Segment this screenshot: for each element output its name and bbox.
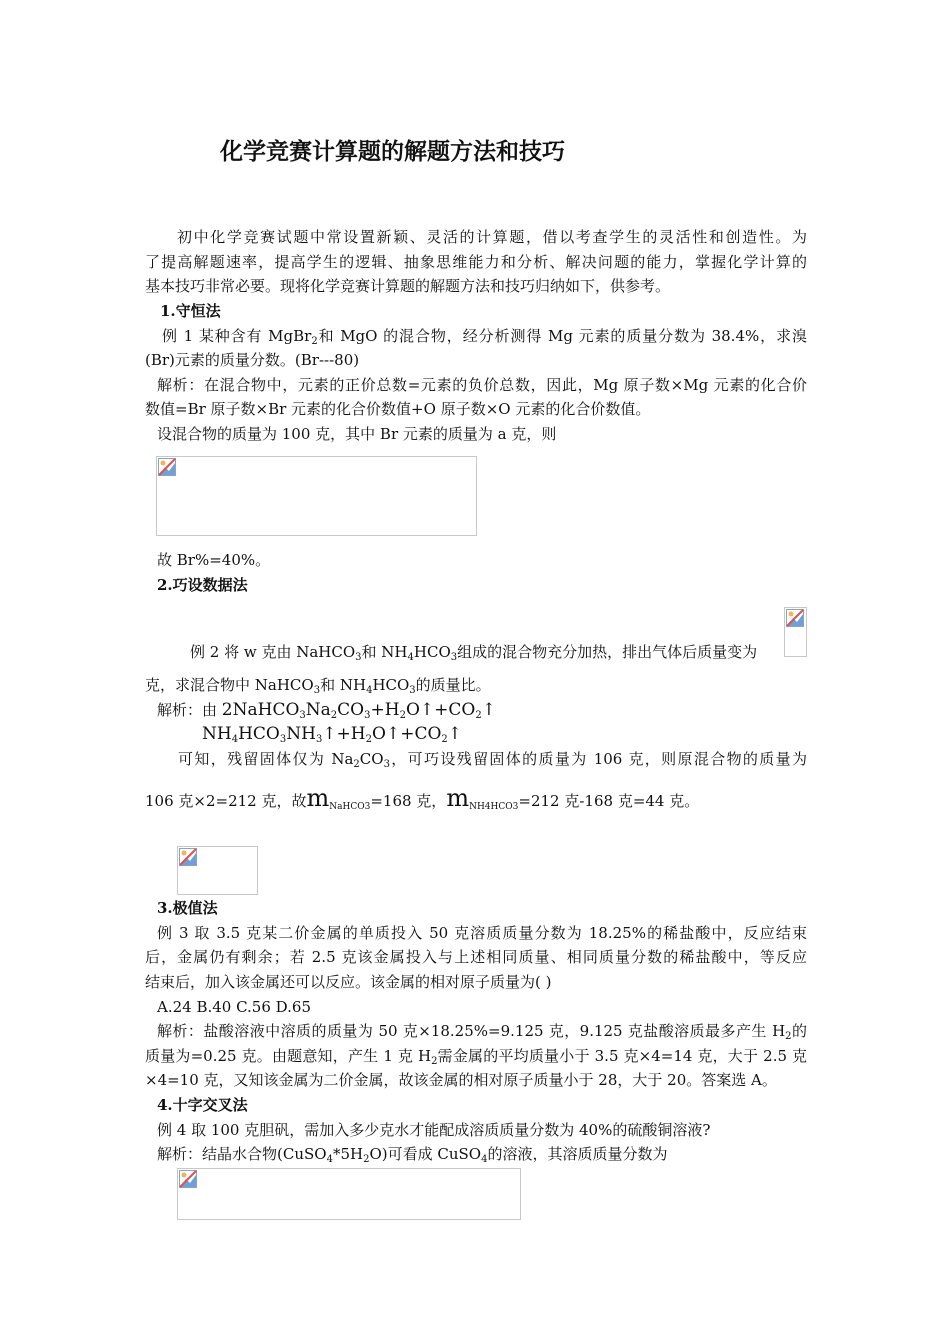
- intro-line-2: 了提高解题速率，提高学生的逻辑、抽象思维能力和分析、解决问题的能力，掌握化学计算的: [145, 253, 807, 271]
- broken-image-icon: [786, 609, 804, 627]
- broken-image-icon: [179, 1170, 197, 1188]
- intro-line-1: 初中化学竞赛试题中常设置新颖、灵活的计算题，借以考查学生的灵活性和创造性。为: [177, 228, 807, 246]
- analysis-2-eq-1: 解析：由 $2NaHCO_3Na_2CO_3+H_2O↑+CO_2↑$: [157, 700, 496, 721]
- analysis-2-know: 可知，残留固体仅为 $Na_2CO_3$，可巧设残留固体的质量为 106 克，则原混合物的质量为: [178, 750, 808, 770]
- example-1-line-2: (Br)元素的质量分数。(Br---80): [145, 351, 360, 369]
- analysis-2-eq-2: $NH_4HCO_3NH_3↑+H_2O↑+CO_2↑$: [202, 724, 463, 745]
- formula-image-3: [177, 846, 258, 895]
- analysis-1-line-1: 解析：在混合物中，元素的正价总数=元素的负价总数，因此，Mg 原子数×Mg 元素的化合价: [157, 376, 807, 394]
- analysis-1-line-2: 数值=Br 原子数×Br 元素的化合价数值+O 原子数×O 元素的化合价数值。: [145, 400, 651, 418]
- intro-line-3: 基本技巧非常必要。现将化学竞赛计算题的解题方法和技巧归纳如下，供参考。: [145, 277, 671, 295]
- example-3-line-2: 后，金属仍有剩余；若 2.5 克该金属投入与上述相同质量、相同质量分数的稀盐酸中，等反应: [145, 948, 807, 966]
- formula-image-4: [177, 1168, 521, 1220]
- example-2-line-1: 例 2 将 w 克由 NaHCO$_3$和 $NH_4HCO_3$组成的混合物充分加热，排出气体后质量变为: [190, 643, 758, 663]
- example-3-line-1: 例 3 取 3.5 克某二价金属的单质投入 50 克溶质质量分数为 18.25%的稀盐酸中，反应结束: [157, 924, 807, 942]
- analysis-3-line-1: 解析：盐酸溶液中溶质的质量为 50 克×18.25%=9.125 克，9.125 克盐酸溶质最多产生 $H_2$的: [157, 1022, 807, 1042]
- analysis-3-line-2: 质量为=0.25 克。由题意知，产生 1 克 $H_2$需金属的平均质量小于 3.5 克×4=14 克，大于 2.5 克: [145, 1047, 807, 1067]
- result-1: 故 Br%=40%。: [157, 551, 271, 569]
- example-2-line-2: 克，求混合物中 NaHCO$_3$和 $NH_4HCO_3$的质量比。: [145, 676, 491, 696]
- heading-cross-method: 4.十字交叉法: [157, 1096, 248, 1114]
- broken-image-icon: [179, 848, 197, 866]
- formula-image-1: [156, 456, 477, 536]
- analysis-4: 解析：结晶水合物$(CuSO_4*5H_2O)$可看成 CuSO$_4$的溶液，其溶质质量分数为: [157, 1145, 668, 1165]
- heading-conservation: 1.守恒法: [160, 302, 221, 320]
- example-3-line-3: 结束后，加入该金属还可以反应。该金属的相对原子质量为( ): [145, 973, 552, 991]
- heading-data-setting: 2.巧设数据法: [157, 576, 248, 594]
- setup-line: 设混合物的质量为 100 克，其中 Br 元素的质量为 a 克，则: [157, 425, 557, 443]
- heading-extreme-value: 3.极值法: [157, 899, 218, 917]
- example-4: 例 4 取 100 克胆矾，需加入多少克水才能配成溶质质量分数为 40%的硫酸铜溶液?: [157, 1121, 711, 1139]
- formula-image-2: [784, 607, 807, 657]
- page-title: 化学竞赛计算题的解题方法和技巧: [220, 139, 565, 165]
- example-1-line-1: 例 1 某种含有 MgBr$_2$和 MgO 的混合物，经分析测得 Mg 元素的质量分数为 38.4%，求溴: [162, 327, 807, 347]
- example-3-options: A.24 B.40 C.56 D.65: [157, 998, 312, 1016]
- analysis-3-line-3: ×4=10 克，又知该金属为二价金属，故该金属的相对原子质量小于 28，大于 20。答案选 A。: [145, 1071, 777, 1089]
- broken-image-icon: [158, 458, 176, 476]
- analysis-2-result: 106 克×2=212 克，故$m_{NaHCO3}=168$ 克，$m_{NH4HCO3}=212$ 克-168 克=44 克。: [145, 784, 700, 812]
